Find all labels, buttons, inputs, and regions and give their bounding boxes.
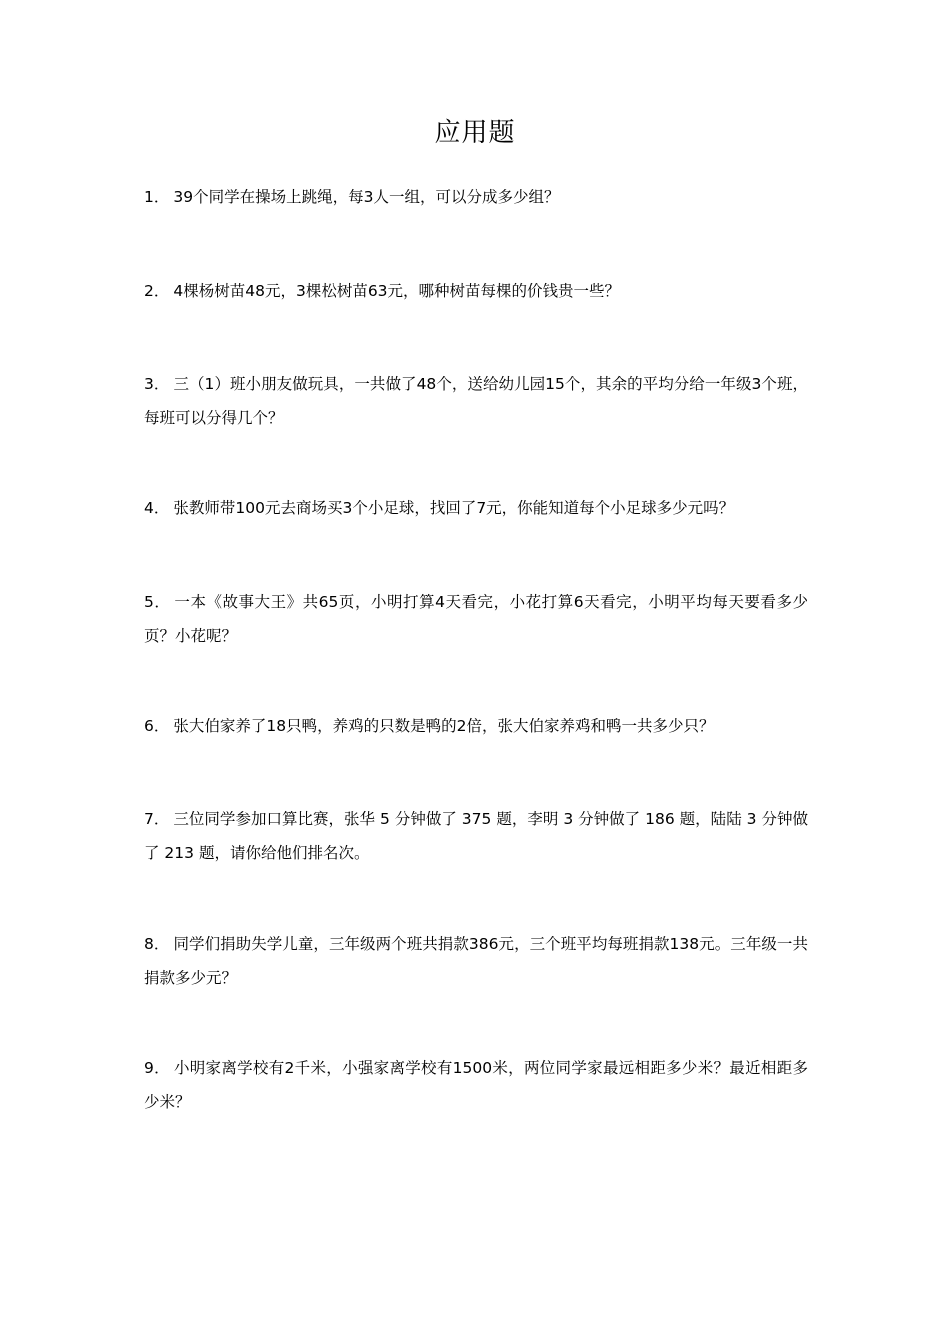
question-8 (144, 927, 808, 995)
question-5 (144, 585, 808, 653)
question-text: 39个同学在操场上跳绳，每3人一组，可以分成多少组？ (173, 188, 560, 206)
question-text: 三位同学参加口算比赛，张华 5 分钟做了 375 题，李明 3 分钟做了 186 题，陆陆 3 分钟做了 213 题，请你给他们排名次。 (144, 810, 808, 862)
question-number: 3． (144, 375, 170, 393)
question-7 (144, 802, 808, 870)
question-4 (144, 491, 808, 525)
question-number: 8． (144, 935, 170, 953)
question-number: 9． (144, 1059, 170, 1077)
question-number: 7． (144, 810, 170, 828)
question-9 (144, 1051, 808, 1119)
question-text: 张大伯家养了18只鸭，养鸡的只数是鸭的2倍，张大伯家养鸡和鸭一共多少只？ (173, 717, 715, 735)
question-1 (144, 180, 808, 214)
question-text: 张教师带100元去商场买3个小足球，找回了7元，你能知道每个小足球多少元吗？ (173, 499, 735, 517)
question-text: 三（1）班小朋友做玩具，一共做了48个，送给幼儿园15个，其余的平均分给一年级3个班，每班可以分得几个？ (144, 375, 808, 427)
question-text: 同学们捐助失学儿童，三年级两个班共捐款386元，三个班平均每班捐款138元。三年级一共捐款多少元？ (144, 935, 808, 987)
question-number: 4． (144, 499, 170, 517)
question-3 (144, 367, 808, 435)
question-text: 小明家离学校有2千米，小强家离学校有1500米，两位同学家最远相距多少米？最近相距多少米？ (144, 1059, 808, 1111)
question-number: 5． (144, 593, 171, 611)
question-text: 4棵杨树苗48元，3棵松树苗63元，哪种树苗每棵的价钱贵一些？ (173, 282, 621, 300)
page-title: 应用题 (434, 118, 516, 148)
question-text: 一本《故事大王》共65页，小明打算4天看完，小花打算6天看完，小明平均每天要看多少页？小花呢？ (144, 593, 808, 645)
question-number: 2． (144, 282, 170, 300)
question-6 (144, 709, 808, 743)
question-2 (144, 274, 808, 308)
question-number: 6． (144, 717, 170, 735)
question-number: 1． (144, 188, 170, 206)
